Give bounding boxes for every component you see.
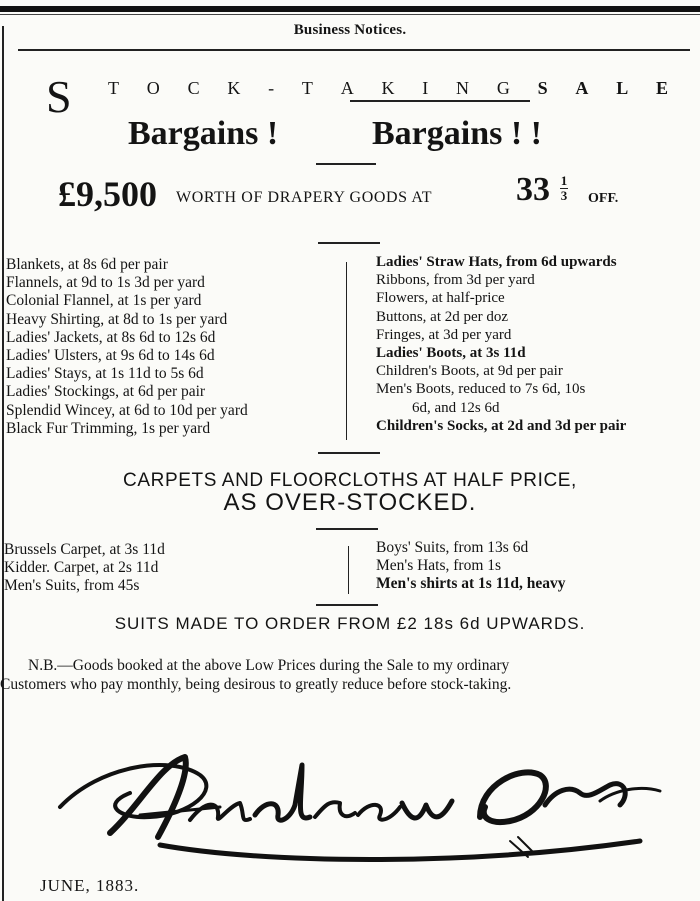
divider-rule	[316, 163, 376, 165]
price-item: Splendid Wincey, at 6d to 10d per yard	[6, 401, 248, 419]
stocktaking-spaced-heading	[108, 78, 668, 99]
heading-letter: A	[340, 78, 354, 98]
column-divider	[348, 546, 349, 594]
price-item: Men's Suits, from 45s	[4, 577, 140, 595]
heading-letter: E	[655, 78, 668, 98]
price-item: Flowers, at half-price	[376, 290, 505, 307]
heading-letter: O	[146, 78, 160, 98]
heading-letter: T	[108, 78, 119, 98]
price-item: Brussels Carpet, at 3s 11d	[4, 541, 165, 558]
price-item: Children's Socks, at 2d and 3d per pair	[376, 417, 627, 434]
price-item: Men's Boots, reduced to 7s 6d, 10s	[376, 381, 586, 398]
price-item: Children's Boots, at 9d per pair	[376, 363, 563, 380]
heading-letter: I	[422, 78, 429, 98]
stocktaking-initial: S	[46, 71, 72, 122]
suits-to-order-line: SUITS MADE TO ORDER FROM £2 18s 6d UPWARDS.	[114, 614, 586, 633]
drapery-list-left	[6, 256, 248, 438]
price-item: Blankets, at 8s 6d per pair	[6, 256, 168, 273]
nb-line-1: N.B.—Goods booked at the above Low Prices during the Sale to my ordinary	[28, 657, 510, 674]
heading-letter: G	[496, 78, 510, 98]
price-item-continued: 6d, and 12s 6d	[412, 399, 500, 416]
section-title: Business Notices.	[293, 22, 407, 38]
divider-rule	[318, 242, 380, 244]
price-item: Black Fur Trimming, 1s per yard	[6, 419, 211, 437]
price-item: Ladies' Boots, at 3s 11d	[376, 344, 526, 361]
price-item: Men's shirts at 1s 11d, heavy	[376, 575, 566, 593]
divider-rule	[316, 604, 378, 606]
price-item: Men's Hats, from 1s	[376, 557, 502, 575]
price-item: Kidder. Carpet, at 2s 11d	[4, 559, 159, 577]
bargains-headline-2: Bargains ! !	[372, 115, 542, 152]
price-item: Ladies' Ulsters, at 9s 6d to 14s 6d	[6, 346, 215, 364]
top-thin-rule	[0, 14, 700, 15]
heading-letter: L	[616, 78, 629, 98]
heading-letter: -	[268, 78, 275, 98]
discount-percent: 33	[516, 171, 550, 208]
price-item: Ladies' Stockings, at 6d per pair	[6, 383, 206, 401]
heading-letter: K	[227, 78, 241, 98]
price-item: Colonial Flannel, at 1s per yard	[6, 292, 202, 310]
nb-notice	[0, 656, 690, 694]
signature-andrew-orr	[40, 745, 680, 875]
notice-date: JUNE, 1883.	[40, 876, 140, 895]
column-divider	[346, 262, 347, 440]
price-item: Heavy Shirting, at 8d to 1s per yard	[6, 310, 228, 328]
nb-line-2: Customers who pay monthly, being desirous to greatly reduce before stock-taking.	[0, 676, 512, 693]
left-border-line	[2, 26, 4, 901]
heading-underline	[350, 100, 530, 102]
drapery-list-right	[376, 253, 626, 435]
price-item: Ladies' Jackets, at 8s 6d to 12s 6d	[6, 328, 216, 346]
price-item: Flannels, at 9d to 1s 3d per yard	[6, 274, 205, 292]
heading-letter: C	[187, 78, 200, 98]
heading-letter: S	[537, 78, 548, 98]
bargains-headline-1: Bargains !	[128, 115, 279, 152]
heading-letter: A	[575, 78, 589, 98]
heading-letter: K	[381, 78, 395, 98]
fraction-numerator: 1	[560, 173, 568, 188]
sale-amount: £9,500	[58, 174, 157, 214]
price-item: Boys' Suits, from 13s 6d	[376, 539, 529, 556]
heading-letter: N	[456, 78, 470, 98]
price-item: Ribbons, from 3d per yard	[376, 272, 535, 289]
top-thick-rule	[0, 6, 700, 12]
divider-rule	[318, 452, 380, 454]
price-item: Ladies' Straw Hats, from 6d upwards	[376, 254, 617, 270]
carpets-heading-line2: AS OVER-STOCKED.	[223, 489, 477, 516]
carpets-heading-line1: CARPETS AND FLOORCLOTHS AT HALF PRICE,	[123, 470, 577, 491]
fraction-denominator: 3	[560, 188, 568, 203]
carpet-list-left	[4, 541, 165, 596]
divider-rule	[316, 528, 378, 530]
discount-fraction	[560, 174, 568, 203]
section-rule	[18, 49, 690, 51]
sale-worth-text: WORTH OF DRAPERY GOODS AT	[176, 189, 433, 206]
carpet-list-right	[376, 539, 565, 594]
discount-off-text: OFF.	[588, 191, 619, 206]
price-item: Ladies' Stays, at 1s 11d to 5s 6d	[6, 365, 204, 383]
heading-letter: T	[301, 78, 313, 98]
price-item: Buttons, at 2d per doz	[376, 308, 509, 325]
price-item: Fringes, at 3d per yard	[376, 326, 512, 343]
